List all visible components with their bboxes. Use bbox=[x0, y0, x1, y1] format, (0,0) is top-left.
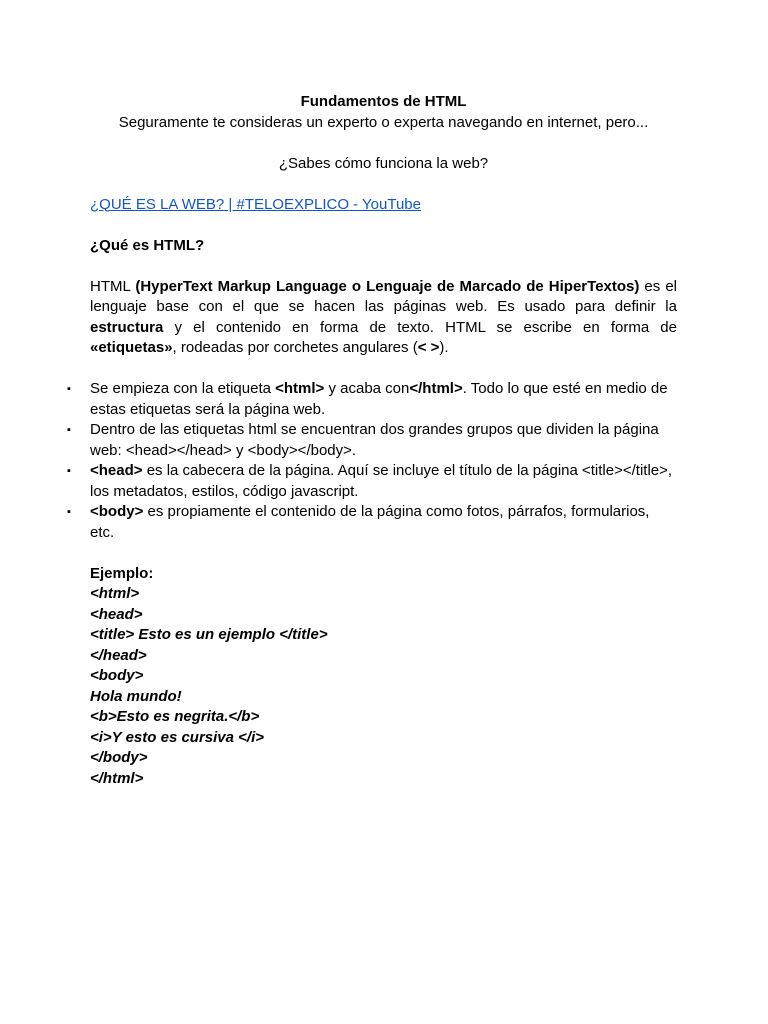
intro-text: es el lenguaje base con el que se hacen las páginas web. Es usado para definir la bbox=[90, 277, 677, 315]
example-code-block bbox=[90, 584, 677, 789]
code-line: </html> bbox=[90, 769, 144, 787]
bullet-square-icon: ▪ bbox=[67, 465, 71, 477]
intro-paragraph bbox=[90, 277, 677, 359]
list-item-text: es la cabecera de la página. Aquí se incluye el título de la página <title></title>, los metadatos, estilos, código javascript. bbox=[90, 462, 673, 500]
spacer bbox=[90, 359, 677, 380]
code-line: <head> bbox=[90, 605, 143, 623]
code-line: <body> bbox=[90, 667, 144, 684]
spacer bbox=[90, 174, 677, 195]
bullet-square-icon: ▪ bbox=[67, 506, 71, 518]
document-title: Fundamentos de HTML bbox=[300, 93, 467, 110]
code-line: <html> bbox=[90, 585, 140, 602]
list-item-tag: <head> bbox=[90, 462, 143, 479]
bullet-list bbox=[67, 379, 677, 543]
intro-text: HTML bbox=[90, 277, 136, 295]
list-item bbox=[67, 420, 677, 461]
list-item-text: . Todo lo que esté en medio de estas etiquetas será la página web. bbox=[90, 380, 668, 418]
list-item bbox=[67, 461, 677, 502]
code-line: <b>Esto es negrita.</b> bbox=[90, 708, 260, 725]
list-item-text: y acaba con bbox=[324, 380, 410, 397]
example-label: Ejemplo: bbox=[90, 564, 154, 582]
section-heading: ¿Qué es HTML? bbox=[90, 236, 205, 254]
code-line: <title> Esto es un ejemplo </title> bbox=[90, 626, 328, 643]
document-page bbox=[67, 92, 677, 789]
list-item-tag: </html> bbox=[409, 380, 463, 397]
intro-text: ). bbox=[439, 339, 449, 356]
list-item bbox=[67, 502, 677, 543]
intro-text: , rodeadas por corchetes angulares ( bbox=[172, 339, 418, 356]
intro-angle-brackets: < > bbox=[417, 339, 440, 356]
list-item-tag: <body> bbox=[90, 503, 144, 520]
intro-text: y el contenido en forma de texto. HTML se escribe en forma de bbox=[163, 318, 677, 336]
code-line: Hola mundo! bbox=[90, 687, 182, 705]
code-line: </body> bbox=[90, 749, 148, 766]
youtube-link[interactable]: ¿QUÉ ES LA WEB? | #TELOEXPLICO - YouTube bbox=[90, 195, 421, 213]
intro-keyword-estructura: estructura bbox=[90, 318, 164, 336]
code-line: </head> bbox=[90, 646, 147, 664]
intro-keyword-etiquetas: «etiquetas» bbox=[90, 339, 173, 356]
list-item-text: es propiamente el contenido de la página como fotos, párrafos, formularios, etc. bbox=[90, 503, 650, 541]
bullet-square-icon: ▪ bbox=[67, 424, 71, 436]
code-line: <i>Y esto es cursiva </i> bbox=[90, 728, 265, 746]
list-item-text: Dentro de las etiquetas html se encuentran dos grandes grupos que dividen la página web: <head></head> y <body></body>. bbox=[90, 421, 659, 459]
spacer bbox=[90, 133, 677, 154]
intro-question: ¿Sabes cómo funciona la web? bbox=[278, 154, 489, 172]
bullet-square-icon: ▪ bbox=[67, 383, 71, 395]
spacer bbox=[90, 256, 677, 277]
intro-acronym-expansion: (HyperText Markup Language o Lenguaje de Marcado de HiperTextos) bbox=[135, 277, 640, 295]
document-subtitle: Seguramente te consideras un experto o experta navegando en internet, pero... bbox=[118, 113, 649, 131]
list-item-text: Se empieza con la etiqueta bbox=[90, 380, 276, 397]
list-item-tag: <html> bbox=[275, 380, 325, 397]
spacer bbox=[90, 543, 677, 564]
spacer bbox=[90, 215, 677, 236]
youtube-link-line bbox=[90, 195, 677, 216]
list-item bbox=[67, 379, 677, 420]
